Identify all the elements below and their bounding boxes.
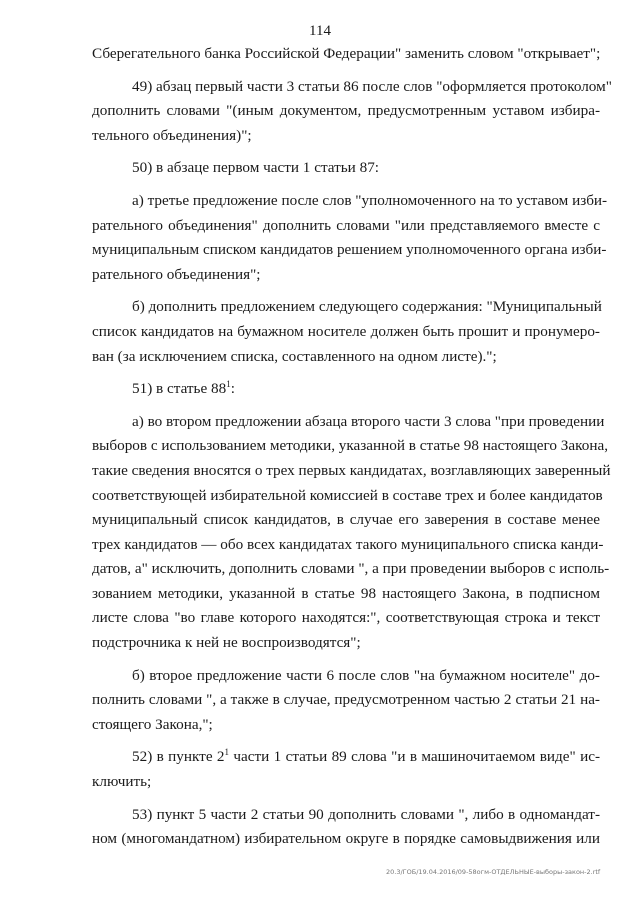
text-line-content: б) дополнить предложением следующего содержания: "Муниципальный (132, 298, 602, 316)
text-line (92, 214, 600, 239)
text-line (92, 484, 603, 509)
text-line-content: ван (за исключением списка, составленного на одном листе)."; (92, 347, 497, 365)
text-line (92, 557, 610, 582)
paragraph-gap (92, 369, 600, 377)
body-text (92, 42, 612, 852)
text-line (92, 377, 600, 402)
text-line (92, 263, 600, 288)
text-line (92, 295, 600, 320)
text-line (92, 508, 600, 533)
text-line-content: 50) в абзаце первом части 1 статьи 87: (132, 159, 380, 177)
superscript: 1 (226, 379, 231, 390)
text-line-content: рательного объединения" дополнить словами "или представляемого вместе с (92, 216, 600, 234)
text-line-tail: : (230, 380, 235, 398)
text-line-content: подстрочника к ней не воспроизводятся"; (92, 634, 361, 652)
text-line-content: список кандидатов на бумажном носителе должен быть прошит и пронумеро- (92, 322, 600, 340)
text-line-content: такие сведения вносятся о трех первых кандидатах, возглавляющих заверенный (92, 461, 611, 479)
text-line-content: зованием методики, указанной в статье 98 настоящего Закона, в подписном (92, 584, 600, 602)
text-line (92, 320, 600, 345)
text-line (92, 606, 600, 631)
text-line-content: соответствующей избирательной комиссией в составе трех и более кандидатов (92, 486, 603, 504)
text-line (92, 238, 607, 263)
text-line-content: 53) пункт 5 части 2 статьи 90 дополнить словами ", либо в одномандат- (132, 805, 600, 823)
text-line-content: 52) в пункте 2 (132, 748, 225, 766)
page-number: 114 (309, 23, 331, 39)
text-line (92, 582, 600, 607)
text-line (92, 533, 604, 558)
text-line (92, 803, 600, 828)
text-line (92, 189, 608, 214)
text-line-content: трех кандидатов — обо всех кандидатах такого муниципального списка канди- (92, 535, 604, 553)
text-line (92, 713, 600, 738)
paragraph-gap (92, 181, 600, 189)
text-line-content: рательного объединения"; (92, 265, 261, 283)
text-line-content: 51) в статье 88 (132, 380, 227, 398)
text-line (92, 688, 600, 713)
text-line (92, 75, 612, 100)
text-line (92, 434, 608, 459)
text-line-content: листе слова "во главе которого находятся:", соответствующая строка и текст (92, 609, 600, 627)
paragraph-gap (92, 402, 600, 410)
text-line-content: а) третье предложение после слов "уполномоченного на то уставом изби- (132, 191, 608, 209)
text-line-content: ном (многомандатном) избирательном округе в порядке самовыдвижения или (92, 830, 600, 848)
paragraph-gap (92, 67, 600, 75)
text-line (92, 345, 600, 370)
text-line (92, 459, 611, 484)
footer-file-stamp: 20.3/ГОБ/19.04.2016/09-58огм-ОТДЕЛЬНЫЕ-выборы-закон-2.rtf (386, 868, 601, 876)
text-line-content: датов, а" исключить, дополнить словами ", а при проведении выборов с исполь- (92, 560, 610, 578)
paragraph-gap (92, 656, 600, 664)
text-line (92, 156, 600, 181)
text-line (92, 631, 600, 656)
text-line-content: а) во втором предложении абзаца второго части 3 слова "при проведении (132, 412, 605, 430)
text-line-tail: части 1 статьи 89 слова "и в машиночитаемом виде" ис- (229, 748, 601, 766)
text-line (92, 42, 600, 67)
text-line-content: тельного объединения)"; (92, 126, 252, 144)
text-line (92, 410, 605, 435)
text-line-content: муниципальный список кандидатов, в случае его заверения в составе менее (92, 511, 600, 529)
paragraph-gap (92, 148, 600, 156)
text-line-content: стоящего Закона,"; (92, 715, 213, 733)
paragraph-gap (92, 287, 600, 295)
text-line (92, 745, 600, 770)
text-line-content: муниципальным списком кандидатов решением уполномоченного органа изби- (92, 241, 607, 259)
text-line-content: Сберегательного банка Российской Федерации" заменить словом "открывает"; (92, 45, 601, 62)
text-line-content: б) второе предложение части 6 после слов "на бумажном носителе" до- (132, 666, 600, 684)
text-line-content: выборов с использованием методики, указанной в статье 98 настоящего Закона, (92, 437, 608, 455)
paragraph-gap (92, 737, 600, 745)
text-line-content: ключить; (92, 773, 152, 791)
text-line (92, 124, 600, 149)
text-line (92, 827, 600, 852)
text-line (92, 770, 600, 795)
text-line (92, 99, 600, 124)
text-line (92, 664, 600, 689)
paragraph-gap (92, 795, 600, 803)
text-line-content: полнить словами ", а также в случае, предусмотренном частью 2 статьи 21 на- (92, 691, 600, 709)
text-line-content: дополнить словами "(иным документом, предусмотренным уставом избира- (92, 102, 600, 120)
superscript: 1 (224, 747, 230, 758)
text-line-content: 49) абзац первый части 3 статьи 86 после слов "оформляется протоколом" (132, 77, 612, 95)
